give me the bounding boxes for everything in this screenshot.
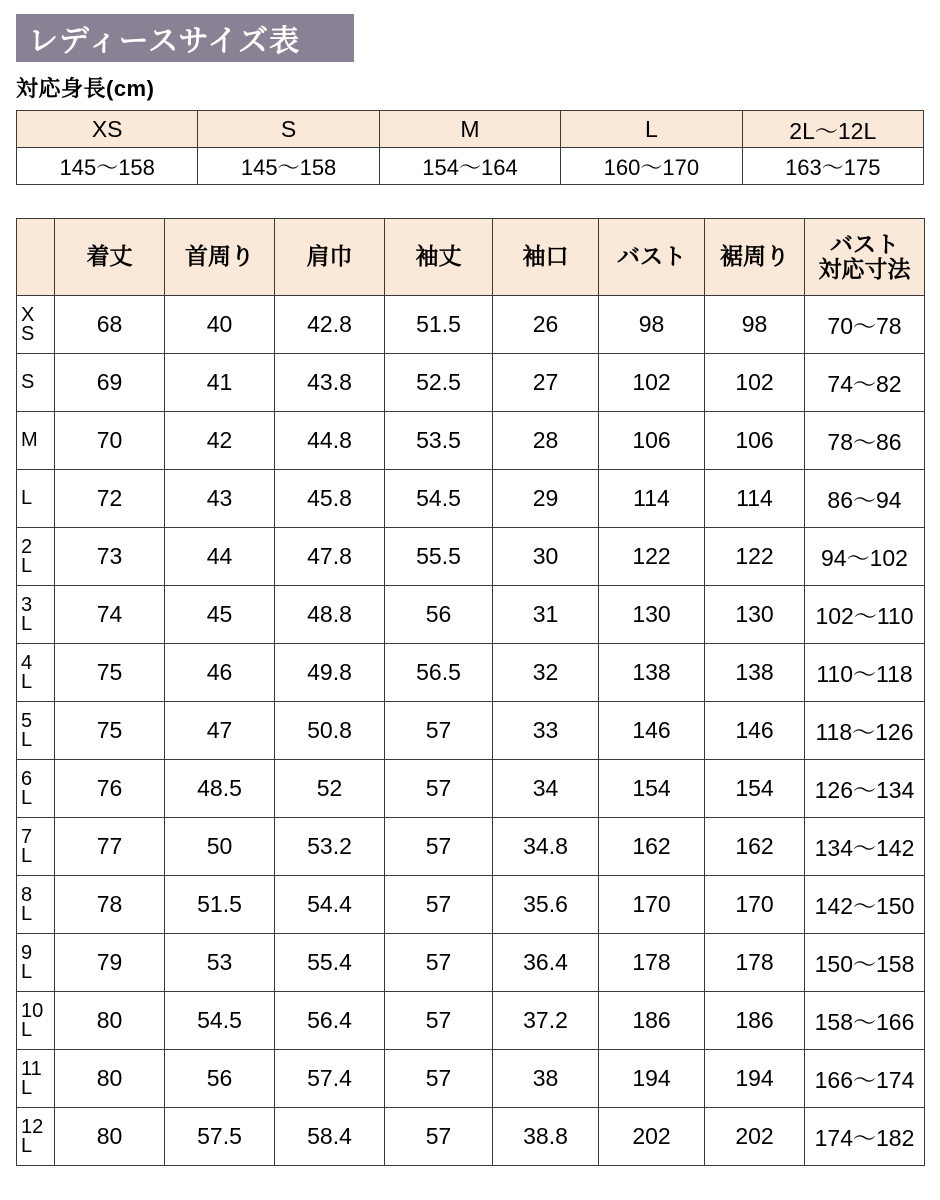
- row-size-label-line2: S: [21, 322, 35, 345]
- cell-cuff: 35.6: [493, 876, 599, 934]
- cell-sleeve-length: 55.5: [385, 528, 493, 586]
- cell-bust-fit: 158〜166: [805, 992, 925, 1050]
- cell-cuff: 34: [493, 760, 599, 818]
- column-header-sleeve-length: 袖丈: [385, 219, 493, 296]
- cell-hem: 186: [705, 992, 805, 1050]
- cell-neck: 56: [165, 1050, 275, 1108]
- row-size-label-line2: L: [21, 728, 33, 751]
- cell-hem: 194: [705, 1050, 805, 1108]
- height-section-label: 対応身長(cm): [16, 76, 155, 101]
- cell-length: 72: [55, 470, 165, 528]
- cell-shoulder: 58.4: [275, 1108, 385, 1166]
- row-size-label-line1: 11: [21, 1057, 42, 1080]
- cell-shoulder: 43.8: [275, 354, 385, 412]
- cell-bust-fit: 74〜82: [805, 354, 925, 412]
- cell-bust-fit: 150〜158: [805, 934, 925, 992]
- row-size-label-line2: L: [21, 844, 33, 867]
- row-size-label: [17, 296, 55, 354]
- cell-bust: 130: [599, 586, 705, 644]
- cell-sleeve-length: 57: [385, 818, 493, 876]
- cell-cuff: 32: [493, 644, 599, 702]
- cell-sleeve-length: 57: [385, 934, 493, 992]
- cell-bust: 178: [599, 934, 705, 992]
- row-size-label: [17, 644, 55, 702]
- cell-length: 75: [55, 702, 165, 760]
- column-header-length: 着丈: [55, 219, 165, 296]
- cell-bust: 194: [599, 1050, 705, 1108]
- cell-neck: 51.5: [165, 876, 275, 934]
- column-header-bust-fit-line2: 対応寸法: [818, 256, 911, 282]
- table-row: [17, 1108, 925, 1166]
- row-size-label-line2: L: [21, 554, 33, 577]
- cell-length: 80: [55, 1050, 165, 1108]
- row-size-label: [17, 934, 55, 992]
- cell-length: 70: [55, 412, 165, 470]
- height-range-cell: 154〜164: [379, 148, 560, 185]
- cell-length: 74: [55, 586, 165, 644]
- row-size-label-line1: 2: [21, 535, 33, 558]
- table-row: [17, 1050, 925, 1108]
- row-size-label-line2: L: [21, 960, 33, 983]
- row-size-label: [17, 586, 55, 644]
- row-size-label-line2: L: [21, 1076, 33, 1099]
- cell-sleeve-length: 53.5: [385, 412, 493, 470]
- table-row: [17, 876, 925, 934]
- cell-bust: 102: [599, 354, 705, 412]
- cell-hem: 106: [705, 412, 805, 470]
- row-size-label: [17, 528, 55, 586]
- row-size-label-line2: L: [21, 1018, 33, 1041]
- cell-bust: 154: [599, 760, 705, 818]
- height-range-cell: 160〜170: [561, 148, 742, 185]
- measurement-table: [16, 218, 925, 1166]
- cell-bust-fit: 134〜142: [805, 818, 925, 876]
- row-size-label-line1: 7: [21, 825, 33, 848]
- column-header-neck: 首周り: [165, 219, 275, 296]
- cell-length: 80: [55, 1108, 165, 1166]
- height-size-cell: XS: [17, 111, 198, 148]
- cell-length: 80: [55, 992, 165, 1050]
- cell-shoulder: 44.8: [275, 412, 385, 470]
- cell-bust-fit: 110〜118: [805, 644, 925, 702]
- row-size-label: [17, 876, 55, 934]
- cell-sleeve-length: 52.5: [385, 354, 493, 412]
- cell-hem: 98: [705, 296, 805, 354]
- column-header-bust-fit: [805, 219, 925, 296]
- cell-sleeve-length: 57: [385, 1108, 493, 1166]
- cell-sleeve-length: 56: [385, 586, 493, 644]
- cell-length: 76: [55, 760, 165, 818]
- cell-neck: 43: [165, 470, 275, 528]
- row-size-label: [17, 470, 55, 528]
- cell-bust: 106: [599, 412, 705, 470]
- cell-sleeve-length: 57: [385, 1050, 493, 1108]
- cell-cuff: 36.4: [493, 934, 599, 992]
- cell-bust: 202: [599, 1108, 705, 1166]
- cell-bust: 146: [599, 702, 705, 760]
- row-size-label-line1: M: [21, 429, 38, 451]
- cell-bust-fit: 94〜102: [805, 528, 925, 586]
- row-size-label: [17, 992, 55, 1050]
- table-row: [17, 296, 925, 354]
- cell-sleeve-length: 54.5: [385, 470, 493, 528]
- cell-bust-fit: 102〜110: [805, 586, 925, 644]
- table-row: [17, 702, 925, 760]
- table-corner-cell: [17, 219, 55, 296]
- cell-sleeve-length: 57: [385, 702, 493, 760]
- cell-neck: 54.5: [165, 992, 275, 1050]
- cell-length: 73: [55, 528, 165, 586]
- cell-neck: 42: [165, 412, 275, 470]
- cell-neck: 40: [165, 296, 275, 354]
- height-range-cell: 163〜175: [742, 148, 923, 185]
- cell-bust-fit: 166〜174: [805, 1050, 925, 1108]
- row-size-label: [17, 702, 55, 760]
- table-row: [17, 992, 925, 1050]
- cell-bust: 122: [599, 528, 705, 586]
- cell-shoulder: 54.4: [275, 876, 385, 934]
- cell-shoulder: 57.4: [275, 1050, 385, 1108]
- cell-bust: 162: [599, 818, 705, 876]
- cell-cuff: 30: [493, 528, 599, 586]
- cell-sleeve-length: 51.5: [385, 296, 493, 354]
- cell-hem: 146: [705, 702, 805, 760]
- row-size-label-line2: L: [21, 786, 33, 809]
- cell-sleeve-length: 56.5: [385, 644, 493, 702]
- table-row: [17, 586, 925, 644]
- cell-cuff: 29: [493, 470, 599, 528]
- cell-cuff: 28: [493, 412, 599, 470]
- row-size-label-line2: L: [21, 670, 33, 693]
- row-size-label: [17, 354, 55, 412]
- cell-hem: 130: [705, 586, 805, 644]
- row-size-label: [17, 1108, 55, 1166]
- row-size-label: [17, 1050, 55, 1108]
- cell-neck: 41: [165, 354, 275, 412]
- height-size-cell: M: [379, 111, 560, 148]
- row-size-label-line1: X: [21, 303, 35, 326]
- cell-shoulder: 56.4: [275, 992, 385, 1050]
- measurement-header-row: [17, 219, 925, 296]
- cell-length: 69: [55, 354, 165, 412]
- height-table-value-row: [17, 148, 924, 185]
- cell-length: 79: [55, 934, 165, 992]
- cell-hem: 162: [705, 818, 805, 876]
- height-size-cell: S: [198, 111, 379, 148]
- cell-shoulder: 53.2: [275, 818, 385, 876]
- height-size-cell: L: [561, 111, 742, 148]
- cell-bust-fit: 174〜182: [805, 1108, 925, 1166]
- cell-shoulder: 42.8: [275, 296, 385, 354]
- row-size-label-line1: 3: [21, 593, 33, 616]
- cell-cuff: 31: [493, 586, 599, 644]
- cell-neck: 48.5: [165, 760, 275, 818]
- row-size-label: [17, 818, 55, 876]
- row-size-label-line1: S: [21, 371, 35, 393]
- column-header-hem: 裾周り: [705, 219, 805, 296]
- column-header-bust-fit-line1: バスト: [830, 231, 899, 258]
- cell-neck: 50: [165, 818, 275, 876]
- page-title: レディースサイズ表: [16, 14, 354, 62]
- cell-bust: 170: [599, 876, 705, 934]
- cell-bust: 114: [599, 470, 705, 528]
- cell-sleeve-length: 57: [385, 760, 493, 818]
- cell-shoulder: 50.8: [275, 702, 385, 760]
- cell-shoulder: 48.8: [275, 586, 385, 644]
- height-range-cell: 145〜158: [198, 148, 379, 185]
- table-row: [17, 412, 925, 470]
- cell-hem: 114: [705, 470, 805, 528]
- row-size-label-line1: 9: [21, 941, 33, 964]
- cell-sleeve-length: 57: [385, 992, 493, 1050]
- cell-cuff: 33: [493, 702, 599, 760]
- cell-sleeve-length: 57: [385, 876, 493, 934]
- table-row: [17, 760, 925, 818]
- cell-length: 78: [55, 876, 165, 934]
- row-size-label-line2: L: [21, 1134, 33, 1157]
- row-size-label-line1: L: [21, 487, 33, 509]
- table-row: [17, 528, 925, 586]
- cell-hem: 138: [705, 644, 805, 702]
- cell-bust: 98: [599, 296, 705, 354]
- cell-bust-fit: 70〜78: [805, 296, 925, 354]
- height-table-header-row: [17, 111, 924, 148]
- table-row: [17, 934, 925, 992]
- cell-shoulder: 52: [275, 760, 385, 818]
- cell-hem: 170: [705, 876, 805, 934]
- cell-cuff: 26: [493, 296, 599, 354]
- cell-neck: 46: [165, 644, 275, 702]
- cell-bust-fit: 86〜94: [805, 470, 925, 528]
- cell-neck: 47: [165, 702, 275, 760]
- cell-hem: 202: [705, 1108, 805, 1166]
- row-size-label-line1: 10: [21, 999, 44, 1022]
- cell-bust-fit: 142〜150: [805, 876, 925, 934]
- cell-bust: 186: [599, 992, 705, 1050]
- cell-hem: 122: [705, 528, 805, 586]
- cell-cuff: 37.2: [493, 992, 599, 1050]
- cell-neck: 57.5: [165, 1108, 275, 1166]
- cell-cuff: 38.8: [493, 1108, 599, 1166]
- cell-shoulder: 49.8: [275, 644, 385, 702]
- row-size-label-line1: 12: [21, 1115, 44, 1138]
- cell-hem: 178: [705, 934, 805, 992]
- cell-hem: 102: [705, 354, 805, 412]
- column-header-shoulder: 肩巾: [275, 219, 385, 296]
- cell-bust-fit: 118〜126: [805, 702, 925, 760]
- table-row: [17, 818, 925, 876]
- cell-cuff: 27: [493, 354, 599, 412]
- cell-length: 68: [55, 296, 165, 354]
- cell-shoulder: 55.4: [275, 934, 385, 992]
- cell-bust: 138: [599, 644, 705, 702]
- table-row: [17, 644, 925, 702]
- row-size-label-line1: 8: [21, 883, 33, 906]
- cell-cuff: 34.8: [493, 818, 599, 876]
- row-size-label-line2: L: [21, 902, 33, 925]
- row-size-label-line1: 4: [21, 651, 33, 674]
- cell-shoulder: 47.8: [275, 528, 385, 586]
- height-table: [16, 110, 924, 185]
- cell-neck: 53: [165, 934, 275, 992]
- column-header-bust: バスト: [599, 219, 705, 296]
- cell-bust-fit: 126〜134: [805, 760, 925, 818]
- row-size-label: [17, 760, 55, 818]
- row-size-label-line1: 6: [21, 767, 33, 790]
- row-size-label: [17, 412, 55, 470]
- cell-length: 75: [55, 644, 165, 702]
- column-header-cuff: 袖口: [493, 219, 599, 296]
- height-range-cell: 145〜158: [17, 148, 198, 185]
- table-row: [17, 470, 925, 528]
- measurement-table-body: [17, 296, 925, 1166]
- cell-neck: 45: [165, 586, 275, 644]
- cell-bust-fit: 78〜86: [805, 412, 925, 470]
- cell-hem: 154: [705, 760, 805, 818]
- table-row: [17, 354, 925, 412]
- cell-neck: 44: [165, 528, 275, 586]
- cell-length: 77: [55, 818, 165, 876]
- cell-cuff: 38: [493, 1050, 599, 1108]
- height-size-cell: 2L〜12L: [742, 111, 923, 148]
- row-size-label-line2: L: [21, 612, 33, 635]
- row-size-label-line1: 5: [21, 709, 33, 732]
- cell-shoulder: 45.8: [275, 470, 385, 528]
